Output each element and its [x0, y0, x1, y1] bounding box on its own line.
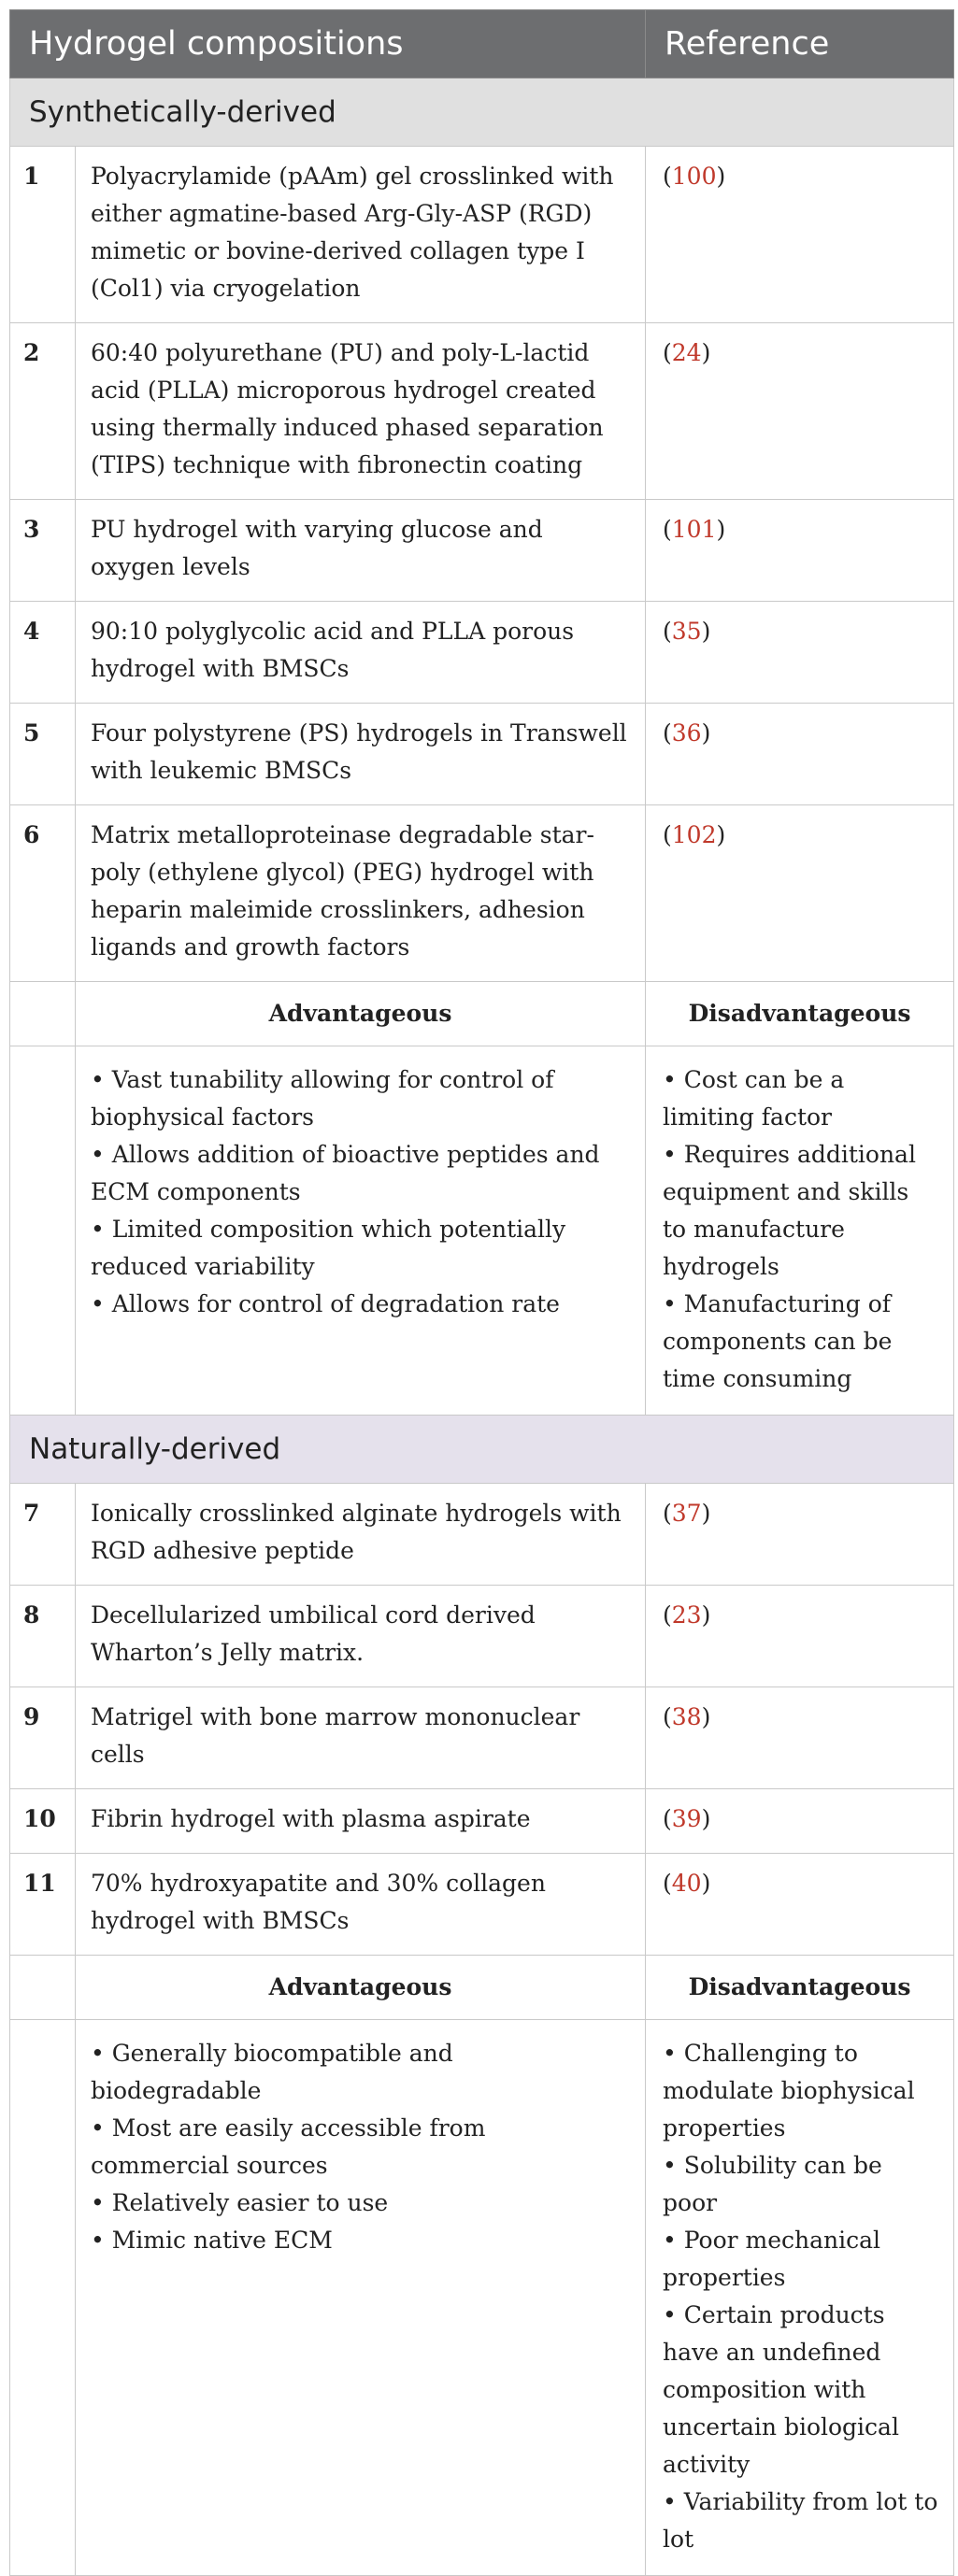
row-composition: 90:10 polyglycolic acid and PLLA porous hydrogel with BMSCs: [76, 602, 646, 704]
row-number: 4: [10, 602, 76, 704]
ref-paren-close: ): [716, 516, 726, 543]
disadvantage-item: • Requires additional equipment and skills to manufacture hydrogels: [663, 1141, 916, 1280]
ref-paren-open: (: [663, 1601, 672, 1629]
disadvantages-list: [646, 2020, 954, 2576]
row-composition: Matrix metalloproteinase degradable star-poly (ethylene glycol) (PEG) hydrogel with heparin maleimide crosslinkers, adhesion ligands and growth factors: [76, 805, 646, 982]
reference-link[interactable]: 38: [671, 1703, 702, 1730]
row-reference: [646, 1687, 954, 1789]
pros-cons-header-row: [10, 1956, 954, 2020]
ref-paren-close: ): [701, 719, 711, 747]
ref-paren-open: (: [663, 719, 672, 747]
row-number: 7: [10, 1484, 76, 1586]
table-row: [10, 1484, 954, 1586]
table-row: [10, 500, 954, 602]
table-header-row: [10, 10, 954, 78]
hydrogel-table-container: [9, 9, 953, 2576]
hydrogel-table: [9, 9, 954, 2576]
disadvantage-item: • Poor mechanical properties: [663, 2227, 881, 2291]
row-composition: Fibrin hydrogel with plasma aspirate: [76, 1789, 646, 1854]
disadvantage-item: • Certain products have an undefined composition with uncertain biological activity: [663, 2301, 899, 2478]
section-title: Naturally-derived: [10, 1416, 954, 1484]
ref-paren-open: (: [663, 163, 672, 190]
ref-paren-close: ): [701, 339, 711, 366]
row-reference: [646, 1586, 954, 1687]
advantage-item: • Allows addition of bioactive peptides and ECM components: [91, 1141, 600, 1205]
row-composition: Polyacrylamide (pAAm) gel crosslinked with either agmatine-based Arg-Gly-ASP (RGD) mimetic or bovine-derived collagen type I (Col1) via cryogelation: [76, 147, 646, 323]
reference-link[interactable]: 39: [671, 1805, 702, 1832]
row-number: 5: [10, 704, 76, 805]
table-row: [10, 147, 954, 323]
table-body: [10, 78, 954, 2576]
disadvantage-item: • Solubility can be poor: [663, 2152, 882, 2216]
disadvantageous-label: Disadvantageous: [646, 982, 954, 1046]
ref-paren-open: (: [663, 821, 672, 848]
advantageous-label: Advantageous: [76, 1956, 646, 2020]
row-reference: [646, 147, 954, 323]
row-composition: 60:40 polyurethane (PU) and poly-L-lactid acid (PLLA) microporous hydrogel created using thermally induced phased separation (TIPS) technique with fibronectin coating: [76, 323, 646, 500]
reference-link[interactable]: 36: [671, 719, 702, 747]
ref-paren-close: ): [701, 1703, 711, 1730]
row-number: 11: [10, 1854, 76, 1956]
row-reference: [646, 602, 954, 704]
row-composition: Four polystyrene (PS) hydrogels in Transwell with leukemic BMSCs: [76, 704, 646, 805]
reference-link[interactable]: 102: [671, 821, 717, 848]
advantage-item: • Vast tunability allowing for control of biophysical factors: [91, 1066, 554, 1131]
ref-paren-open: (: [663, 516, 672, 543]
table-row: [10, 602, 954, 704]
ref-paren-close: ): [716, 821, 726, 848]
reference-link[interactable]: 37: [671, 1500, 702, 1527]
table-row: [10, 1687, 954, 1789]
row-composition: PU hydrogel with varying glucose and oxygen levels: [76, 500, 646, 602]
row-reference: [646, 1854, 954, 1956]
ref-paren-open: (: [663, 339, 672, 366]
row-number: 2: [10, 323, 76, 500]
row-composition: 70% hydroxyapatite and 30% collagen hydrogel with BMSCs: [76, 1854, 646, 1956]
advantages-list: [76, 1046, 646, 1416]
disadvantages-list: [646, 1046, 954, 1416]
ref-paren-close: ): [716, 163, 726, 190]
disadvantage-item: • Variability from lot to lot: [663, 2488, 938, 2553]
ref-paren-open: (: [663, 1500, 672, 1527]
disadvantage-item: • Manufacturing of components can be time consuming: [663, 1290, 893, 1392]
row-number: 8: [10, 1586, 76, 1687]
advantage-item: • Most are easily accessible from commercial sources: [91, 2114, 486, 2179]
row-composition: Matrigel with bone marrow mononuclear cells: [76, 1687, 646, 1789]
reference-link[interactable]: 24: [671, 339, 702, 366]
pros-cons-body-row: [10, 2020, 954, 2576]
advantages-list: [76, 2020, 646, 2576]
table-row: [10, 805, 954, 982]
table-row: [10, 1854, 954, 1956]
ref-paren-open: (: [663, 1805, 672, 1832]
ref-paren-close: ): [701, 618, 711, 645]
ref-paren-close: ): [701, 1870, 711, 1897]
advantage-item: • Mimic native ECM: [91, 2227, 333, 2254]
pros-cons-header-row: [10, 982, 954, 1046]
table-row: [10, 1789, 954, 1854]
header-compositions: Hydrogel compositions: [10, 10, 646, 78]
row-number: 9: [10, 1687, 76, 1789]
advantage-item: • Generally biocompatible and biodegradable: [91, 2040, 453, 2104]
ref-paren-open: (: [663, 618, 672, 645]
row-composition: Ionically crosslinked alginate hydrogels with RGD adhesive peptide: [76, 1484, 646, 1586]
ref-paren-open: (: [663, 1870, 672, 1897]
ref-paren-close: ): [701, 1500, 711, 1527]
row-number: 3: [10, 500, 76, 602]
row-reference: [646, 1789, 954, 1854]
ref-paren-close: ): [701, 1805, 711, 1832]
reference-link[interactable]: 101: [671, 516, 717, 543]
empty-cell: [10, 1956, 76, 2020]
advantage-item: • Relatively easier to use: [91, 2189, 389, 2216]
table-row: [10, 323, 954, 500]
row-number: 1: [10, 147, 76, 323]
row-reference: [646, 323, 954, 500]
empty-cell: [10, 1046, 76, 1416]
table-row: [10, 704, 954, 805]
pros-cons-body-row: [10, 1046, 954, 1416]
row-number: 6: [10, 805, 76, 982]
disadvantage-item: • Cost can be a limiting factor: [663, 1066, 845, 1131]
reference-link[interactable]: 23: [671, 1601, 702, 1629]
section-title: Synthetically-derived: [10, 78, 954, 147]
table-row: [10, 1586, 954, 1687]
empty-cell: [10, 2020, 76, 2576]
row-reference: [646, 805, 954, 982]
reference-link[interactable]: 40: [671, 1870, 702, 1897]
ref-paren-close: ): [701, 1601, 711, 1629]
section-header-row: [10, 78, 954, 147]
ref-paren-open: (: [663, 1703, 672, 1730]
advantage-item: • Allows for control of degradation rate: [91, 1290, 560, 1317]
reference-link[interactable]: 100: [671, 163, 717, 190]
row-composition: Decellularized umbilical cord derived Wharton’s Jelly matrix.: [76, 1586, 646, 1687]
header-reference: Reference: [646, 10, 954, 78]
row-reference: [646, 704, 954, 805]
row-number: 10: [10, 1789, 76, 1854]
row-reference: [646, 500, 954, 602]
advantage-item: • Limited composition which potentially reduced variability: [91, 1216, 566, 1280]
disadvantageous-label: Disadvantageous: [646, 1956, 954, 2020]
disadvantage-item: • Challenging to modulate biophysical properties: [663, 2040, 915, 2142]
reference-link[interactable]: 35: [671, 618, 702, 645]
section-header-row: [10, 1416, 954, 1484]
advantageous-label: Advantageous: [76, 982, 646, 1046]
row-reference: [646, 1484, 954, 1586]
empty-cell: [10, 982, 76, 1046]
